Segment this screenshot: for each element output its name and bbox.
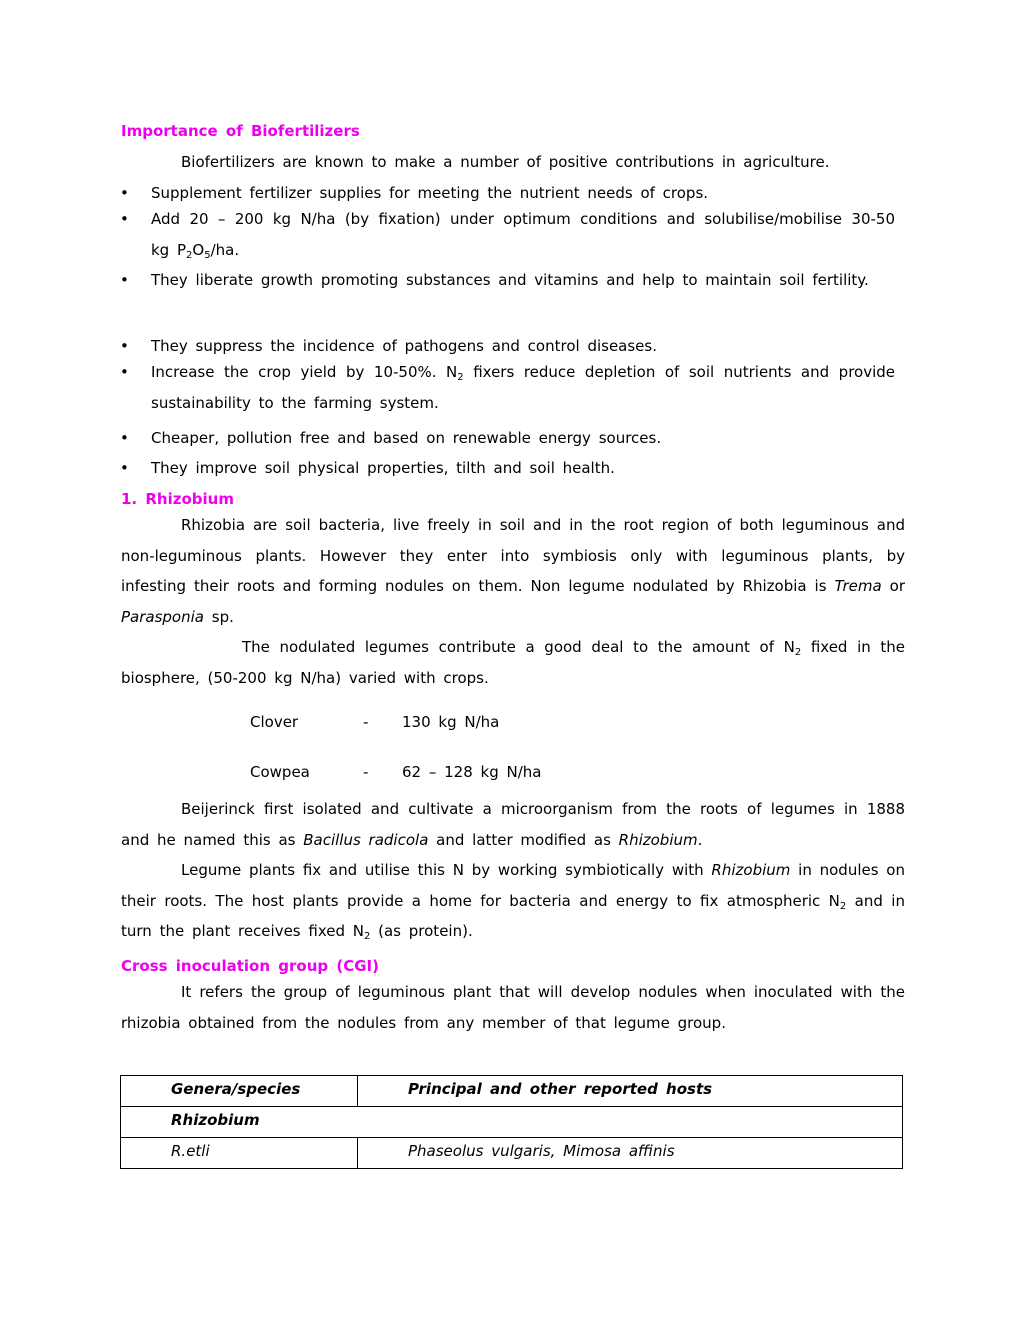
nodulated-paragraph: [121, 632, 905, 693]
paragraph-text: Rhizobia are soil bacteria, live freely in soil and in the root region of both leguminous and non-leguminous plants. However they enter into symbiosis only with leguminous plants, by infesting their roots and forming nodules on them. Non legume nodulated by Rhizobia is: [121, 516, 905, 595]
paragraph-text: and in turn the plant receives fixed N: [121, 891, 905, 940]
subscript: 2: [364, 931, 371, 942]
paragraph-text: or: [881, 577, 905, 595]
paragraph-text: and latter modified as: [428, 830, 619, 849]
table-group-cell: [121, 1107, 903, 1138]
bullet-icon: •: [120, 210, 129, 228]
bullet-text: fixers reduce depletion of soil nutrients and provide sustainability to the farming system.: [151, 363, 896, 412]
group-label: Rhizobium: [171, 1111, 260, 1129]
subscript: 2: [186, 249, 193, 261]
paragraph-text: fixed in the biosphere, (50-200 kg N/ha) varied with crops.: [121, 638, 905, 687]
subscript: 2: [839, 900, 847, 912]
species-name: R.etli: [171, 1142, 210, 1160]
subscript: 2: [457, 372, 464, 383]
header-hosts: Principal and other reported hosts: [408, 1080, 713, 1098]
rhizobia-paragraph: [121, 510, 905, 632]
table-group-row: [121, 1107, 903, 1138]
cgi-paragraph: It refers the group of leguminous plant that will develop nodules when inoculated with the rhizobia obtained from the nodules from any member of that legume group.: [121, 983, 905, 1032]
paragraph-text: Beijerinck first isolated and cultivate a microorganism from the roots of legumes in 1888 and he named this as: [121, 800, 905, 849]
crop-dash: -: [363, 763, 369, 781]
bullet-text: O: [192, 240, 205, 259]
bullet-text: /ha.: [210, 240, 240, 259]
table-header-cell: [121, 1076, 358, 1107]
italic-term: Bacillus radicola: [303, 830, 429, 849]
table-row: [121, 1138, 903, 1169]
paragraph-text: .: [697, 830, 703, 849]
bullet-icon: •: [120, 459, 129, 477]
paragraph-text: (as protein).: [370, 922, 473, 940]
table-header-row: [121, 1076, 903, 1107]
bullet-item: [151, 357, 895, 418]
bullet-icon: •: [120, 184, 129, 202]
section-heading-cgi: Cross inoculation group (CGI): [121, 957, 379, 975]
italic-term: Rhizobium: [711, 861, 791, 879]
section-heading-importance: Importance of Biofertilizers: [121, 122, 360, 140]
table-cell: [358, 1138, 903, 1169]
paragraph-text: Legume plants fix and utilise this N by working symbiotically with: [181, 861, 712, 879]
bullet-icon: •: [120, 363, 129, 381]
bullet-icon: •: [120, 337, 129, 355]
section-heading-rhizobium: 1. Rhizobium: [121, 490, 234, 508]
rhizobium-hosts-table: [120, 1075, 903, 1169]
subscript: 5: [204, 249, 211, 261]
crop-value: 62 – 128 kg N/ha: [402, 763, 542, 781]
italic-term: Trema: [834, 577, 882, 595]
bullet-item: They suppress the incidence of pathogens and control diseases.: [151, 337, 657, 355]
bullet-item: They liberate growth promoting substances and vitamins and help to maintain soil fertility.: [151, 271, 869, 289]
bullet-item: [151, 204, 895, 265]
crop-value: 130 kg N/ha: [402, 713, 500, 731]
paragraph-text: sp.: [203, 607, 234, 626]
host-names: Phaseolus vulgaris, Mimosa affinis: [408, 1142, 675, 1160]
bullet-item: They improve soil physical properties, tilth and soil health.: [151, 459, 615, 477]
bullet-text: Add 20 – 200 kg N/ha (by fixation) under optimum conditions and solubilise/mobilise 30-50 kg P: [151, 210, 895, 259]
paragraph-text: in nodules on their roots. The host plants provide a home for bacteria and energy to fix atmospheric N: [121, 861, 905, 910]
crop-name: Cowpea: [250, 763, 310, 781]
italic-term: Parasponia: [121, 607, 204, 626]
bullet-icon: •: [120, 429, 129, 447]
bullet-text: Increase the crop yield by 10-50%. N: [151, 363, 458, 381]
crop-name: Clover: [250, 713, 299, 731]
table-cell: [121, 1138, 358, 1169]
italic-term: Rhizobium: [618, 830, 698, 849]
subscript: 2: [794, 647, 802, 658]
intro-paragraph: Biofertilizers are known to make a number of positive contributions in agriculture.: [181, 153, 830, 171]
legume-paragraph: [121, 855, 905, 947]
header-genera-species: Genera/species: [171, 1080, 301, 1098]
paragraph-text: The nodulated legumes contribute a good deal to the amount of N: [242, 638, 795, 656]
bullet-item: Supplement fertilizer supplies for meeting the nutrient needs of crops.: [151, 184, 709, 202]
beijerinck-paragraph: [121, 794, 905, 855]
bullet-item: Cheaper, pollution free and based on renewable energy sources.: [151, 429, 662, 447]
bullet-icon: •: [120, 271, 129, 289]
crop-dash: -: [363, 713, 369, 731]
table-header-cell: [358, 1076, 903, 1107]
